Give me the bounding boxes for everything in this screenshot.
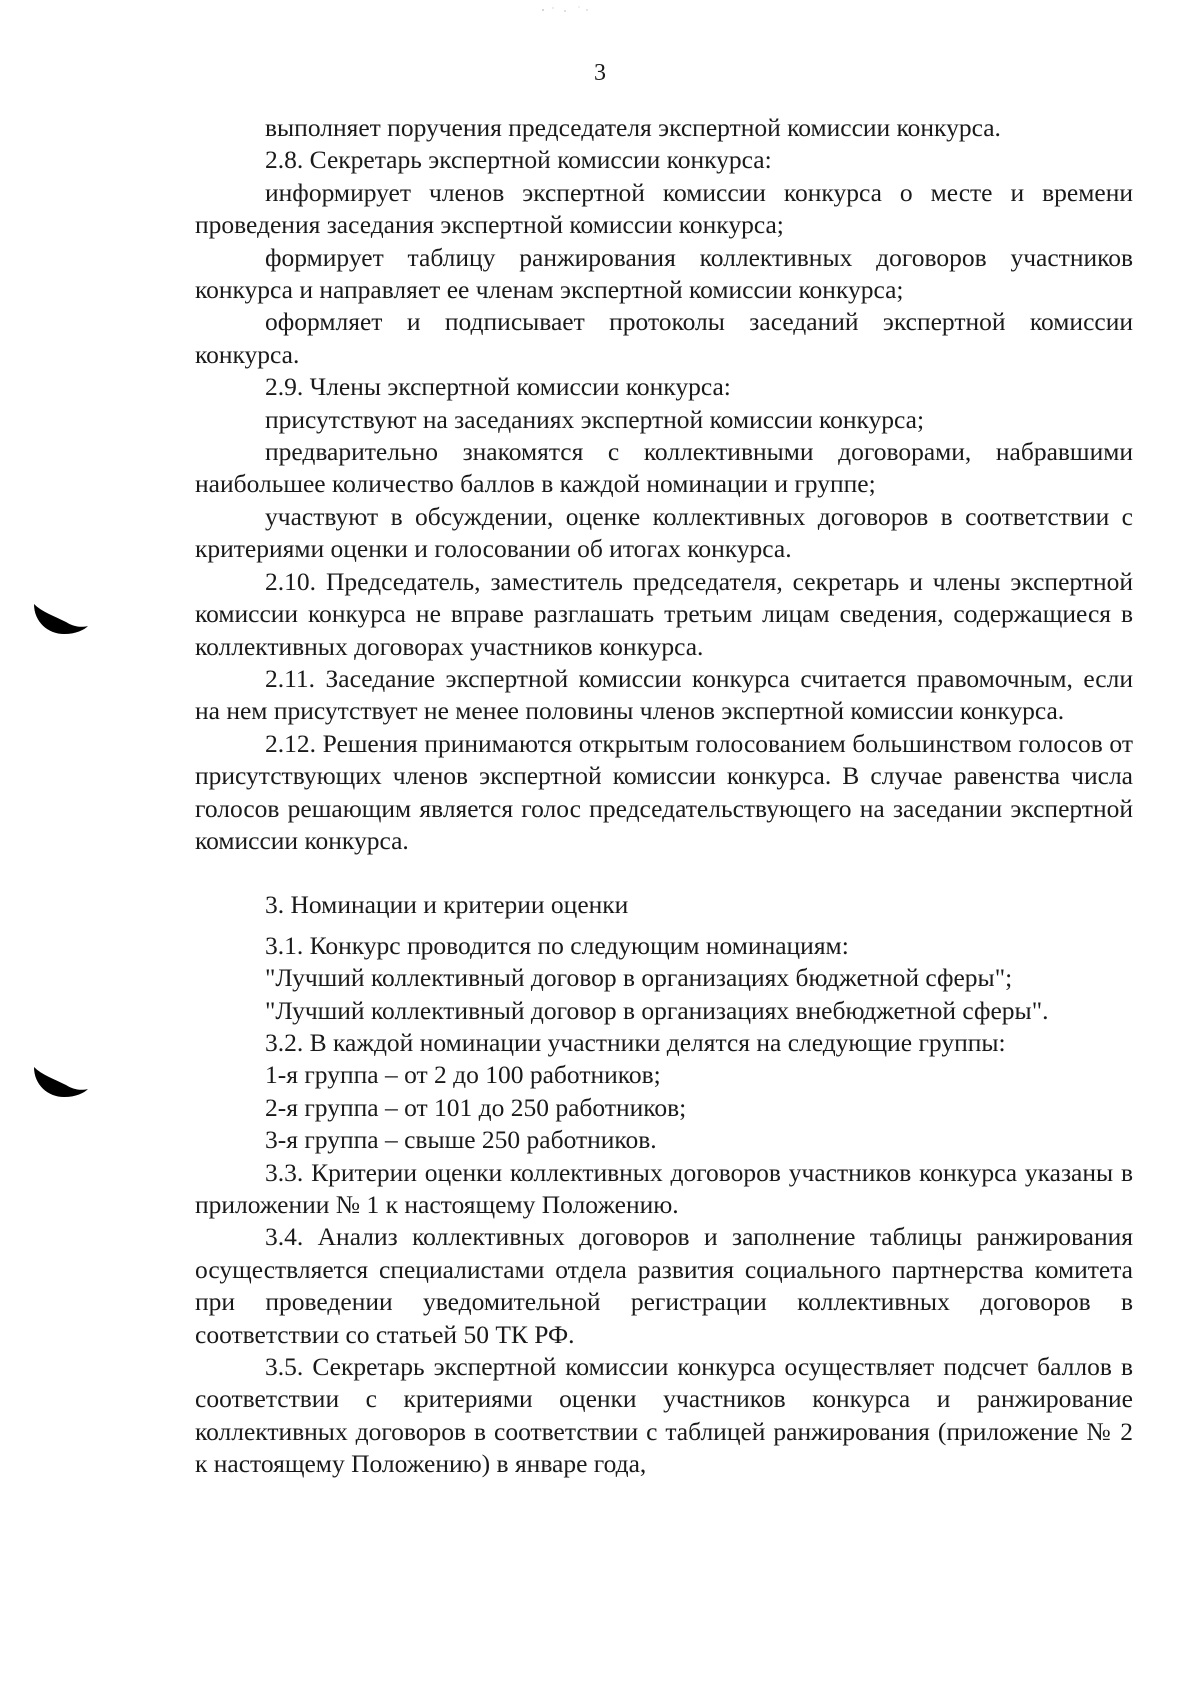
clause-3-2: 3.2. В каждой номинации участники делятся на следующие группы:: [265, 1027, 1006, 1057]
clause-2-10: 2.10. Председатель, заместитель председателя, секретарь и члены экспертной комиссии конкурса не вправе разглашать третьим лицам сведения, содержащиеся в коллективных договорах участников конкурса.: [195, 566, 1133, 661]
clause-2-8-item-1: информирует членов экспертной комиссии конкурса о месте и времени проведения заседания экспертной комиссии конкурса;: [195, 177, 1133, 240]
clause-2-9-item-3: участвуют в обсуждении, оценке коллективных договоров в соответствии с критериями оценки и голосовании об итогах конкурса.: [195, 501, 1133, 564]
nomination-2: "Лучший коллективный договор в организациях внебюджетной сферы".: [265, 995, 1049, 1025]
paragraph-continuation: выполняет поручения председателя экспертной комиссии конкурса.: [265, 113, 1001, 142]
clause-2-9-item-1: присутствуют на заседаниях экспертной комиссии конкурса;: [265, 404, 925, 434]
scan-speck: [535, 4, 595, 14]
clause-3-4: 3.4. Анализ коллективных договоров и заполнение таблицы ранжирования осуществляется специалистами отдела развития социального партнерства комитета при проведении уведомительной регистрации коллективных договоров в соответствии со статьей 50 ТК РФ.: [195, 1222, 1133, 1349]
binder-hole-mark-upper: [30, 602, 88, 636]
clause-3-5: 3.5. Секретарь экспертной комиссии конкурса осуществляет подсчет баллов в соответствии с критериями оценки участников конкурса и ранжирование коллективных договоров в соответствии с таблицей ранжирования (приложение № 2 к настоящему Положению) в январе года,: [195, 1352, 1133, 1479]
clause-3-3: 3.3. Критерии оценки коллективных договоров участников конкурса указаны в приложении № 1 к настоящему Положению.: [195, 1157, 1133, 1219]
nomination-1: "Лучший коллективный договор в организациях бюджетной сферы";: [265, 963, 1013, 993]
clause-2-8-item-3: оформляет и подписывает протоколы заседаний экспертной комиссии конкурса.: [195, 307, 1133, 369]
document-body: [195, 112, 1133, 1481]
page-number: 3: [594, 60, 606, 86]
clause-2-8-item-2: формирует таблицу ранжирования коллективных договоров участников конкурса и направляет ее членам экспертной комиссии конкурса;: [195, 242, 1133, 305]
clause-2-9-item-2: предварительно знакомятся с коллективными договорами, набравшими наибольшее количество баллов в каждой номинации и группе;: [195, 437, 1133, 499]
clause-2-8: 2.8. Секретарь экспертной комиссии конкурса:: [265, 145, 772, 175]
binder-hole-mark-lower: [30, 1065, 88, 1099]
group-3: 3-я группа – свыше 250 работников.: [265, 1125, 657, 1155]
group-1: 1-я группа – от 2 до 100 работников;: [265, 1060, 661, 1090]
clause-3-1: 3.1. Конкурс проводится по следующим номинациям:: [265, 930, 849, 960]
clause-2-9: 2.9. Члены экспертной комиссии конкурса:: [265, 372, 731, 402]
section-heading: 3. Номинации и критерии оценки: [265, 890, 629, 920]
clause-2-11: 2.11. Заседание экспертной комиссии конкурса считается правомочным, если на нем присутствует не менее половины членов экспертной комиссии конкурса.: [195, 663, 1133, 726]
group-2: 2-я группа – от 101 до 250 работников;: [265, 1092, 687, 1122]
clause-2-12: 2.12. Решения принимаются открытым голосованием большинством голосов от присутствующих членов экспертной комиссии конкурса. В случае равенства числа голосов решающим является голос председательствующего на заседании экспертной комиссии конкурса.: [195, 728, 1133, 855]
